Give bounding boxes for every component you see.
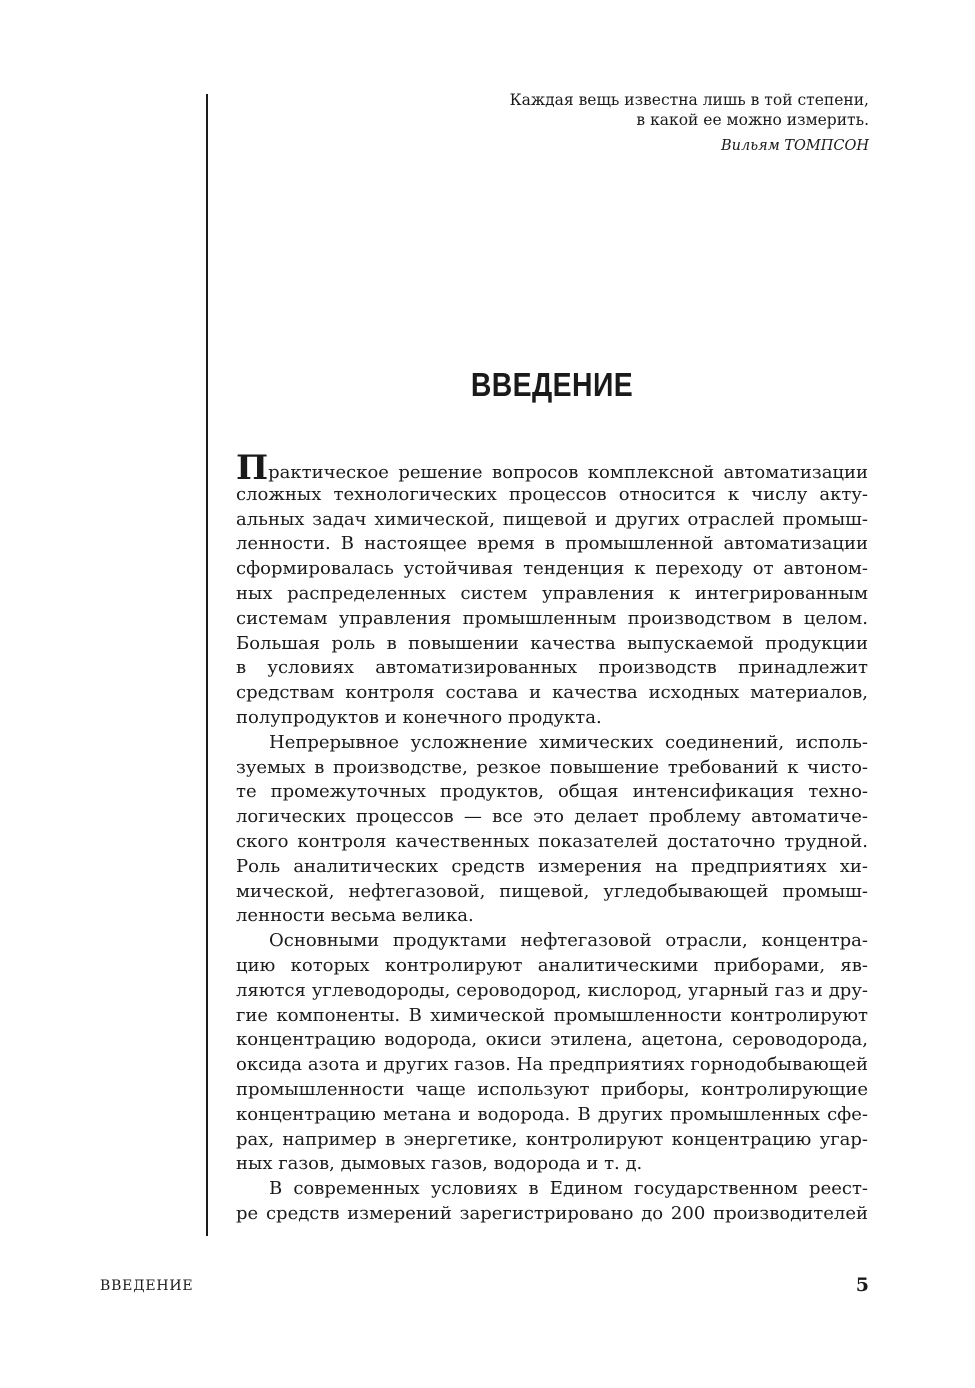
text-line: сложных технологических процессов относится к числу акту- (236, 483, 868, 505)
text-line: рах, например в энергетике, контролируют концентрацию угар- (236, 1128, 868, 1150)
epigraph-line: Каждая вещь известна лишь в той степени, (509, 91, 869, 109)
text-line: ского контроля качественных показателей достаточно трудной. (236, 830, 868, 852)
text-line: ленности весьма велика. (236, 905, 474, 927)
epigraph (449, 90, 869, 156)
text-line: те промежуточных продуктов, общая интенсификация техно- (236, 781, 868, 803)
text-line: сформировалась устойчивая тенденция к переходу от автоном- (236, 558, 868, 580)
text-line: Большая роль в повышении качества выпускаемой продукции (236, 632, 868, 654)
text-line: концентрацию метана и водорода. В других промышленных сфе- (236, 1103, 868, 1125)
text-line: Непрерывное усложнение химических соединений, исполь- (269, 731, 868, 753)
text-line: системам управления промышленным производством в целом. (236, 607, 868, 629)
text-line: Основными продуктами нефтегазовой отрасли, концентра- (269, 930, 868, 952)
text-line: в условиях автоматизированных производств принадлежит (236, 657, 868, 679)
text-line: мической, нефтегазовой, пищевой, угледобывающей промыш- (236, 880, 868, 902)
text-line: промышленности чаще используют приборы, контролирующие (236, 1078, 868, 1100)
epigraph-line: в какой ее можно измерить. (636, 111, 869, 129)
text-line: ляются углеводороды, сероводород, кислород, угарный газ и дру- (236, 979, 868, 1001)
text-line: полупродуктов и конечного продукта. (236, 706, 602, 728)
text-line: ленности. В настоящее время в промышленной автоматизации (236, 533, 868, 555)
epigraph-author: Вильям ТОМПСОН (720, 138, 869, 154)
text-line: ных газов, дымовых газов, водорода и т. д. (236, 1153, 643, 1175)
text-line: логических процессов — все это делает проблему автоматиче- (236, 806, 868, 828)
text-line: ных распределенных систем управления к интегрированным (236, 582, 868, 604)
text-line: цию которых контролируют аналитическими приборами, яв- (236, 954, 868, 976)
text-line: гие компоненты. В химической промышленности контролируют (236, 1004, 868, 1026)
text-line: В современных условиях в Едином государственном реест- (269, 1178, 868, 1200)
text-line: средствам контроля состава и качества исходных материалов, (236, 682, 868, 704)
text-line: ре средств измерений зарегистрировано до 200 производителей (236, 1202, 868, 1224)
running-head: ВВЕДЕНИЕ (100, 1278, 194, 1294)
chapter-title: ВВЕДЕНИЕ (470, 366, 634, 403)
text-line: оксида азота и других газов. На предприятиях горнодобывающей (236, 1054, 868, 1076)
text-line: Роль аналитических средств измерения на предприятиях хи- (236, 855, 868, 877)
text-line: зуемых в производстве, резкое повышение требований к чисто- (236, 756, 868, 778)
body-text (236, 448, 868, 1227)
text-line: Практическое решение вопросов комплексной автоматизации (236, 448, 868, 488)
page-number: 5 (855, 1274, 869, 1296)
text-line: концентрацию водорода, окиси этилена, ацетона, сероводорода, (236, 1029, 868, 1051)
text-line: альных задач химической, пищевой и других отраслей промыш- (236, 508, 868, 530)
margin-rule (206, 94, 208, 1236)
drop-cap: П (236, 448, 269, 488)
